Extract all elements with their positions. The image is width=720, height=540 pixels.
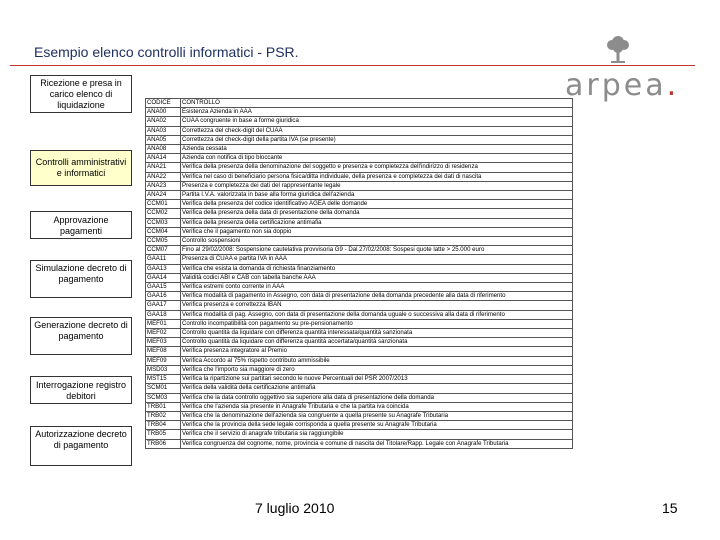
cell-controllo: Verifica della presenza della certificazione antimafia bbox=[181, 218, 573, 227]
cell-controllo: Verifica che il servizio di anagrafe tributaria sia raggiungibile bbox=[181, 430, 573, 439]
table-row bbox=[146, 181, 573, 190]
controls-table bbox=[145, 98, 573, 449]
sidebar-item-ricezione[interactable]: Ricezione e presa in carico elenco di liquidazione bbox=[30, 75, 132, 113]
cell-controllo: Verifica nel caso di beneficiario persona fisica/ditta individuale, della presenza e completezza dei dati di nascita bbox=[181, 172, 573, 181]
cell-controllo: CUAA congruente in base a forme giuridica bbox=[181, 117, 573, 126]
cell-code: ANA05 bbox=[146, 135, 181, 144]
cell-controllo: Verifica della presenza della data di presentazione della domanda bbox=[181, 209, 573, 218]
sidebar-item-approvazione[interactable]: Approvazione pagamenti bbox=[30, 211, 132, 239]
table-row bbox=[146, 135, 573, 144]
cell-code: CCM05 bbox=[146, 237, 181, 246]
table-row bbox=[146, 108, 573, 117]
cell-code: ANA14 bbox=[146, 154, 181, 163]
cell-controllo: Fino al 29/02/2008: Sospensione cautelativa provvisoria G9 - Dal 27/02/2008: Sospesi quote latte > 25.000 euro bbox=[181, 246, 573, 255]
sidebar-item-generazione[interactable]: Generazione decreto di pagamento bbox=[30, 317, 132, 355]
table-row bbox=[146, 421, 573, 430]
table-row bbox=[146, 329, 573, 338]
cell-code: TRB05 bbox=[146, 430, 181, 439]
cell-code: GAA18 bbox=[146, 310, 181, 319]
cell-controllo: Verifica presenza e correttezza IBAN bbox=[181, 301, 573, 310]
table-row bbox=[146, 356, 573, 365]
cell-code: SCM03 bbox=[146, 393, 181, 402]
cell-code: GAA13 bbox=[146, 264, 181, 273]
cell-controllo: Verifica che la denominazione dell'azienda sia congruente a quella presente su Anagrafe Tributaria bbox=[181, 411, 573, 420]
cell-code: MST15 bbox=[146, 375, 181, 384]
table-row bbox=[146, 301, 573, 310]
table-row bbox=[146, 117, 573, 126]
sidebar-item-simulazione[interactable]: Simulazione decreto di pagamento bbox=[30, 260, 132, 298]
table-row bbox=[146, 411, 573, 420]
table-row bbox=[146, 218, 573, 227]
cell-controllo: Validità codici ABI e CAB con tabella banche AAA bbox=[181, 273, 573, 282]
sidebar-item-autorizzazione[interactable]: Autorizzazione decreto di pagamento bbox=[30, 426, 132, 466]
cell-code: ANA23 bbox=[146, 181, 181, 190]
cell-code: ANA24 bbox=[146, 191, 181, 200]
table-row bbox=[146, 310, 573, 319]
cell-code: GAA17 bbox=[146, 301, 181, 310]
table-row bbox=[146, 384, 573, 393]
cell-code: ANA08 bbox=[146, 145, 181, 154]
cell-controllo: Partita I.V.A. valorizzata in base alla forma giuridica dell'azienda bbox=[181, 191, 573, 200]
cell-controllo: Verifica che esista la domanda di richiesta finanziamento bbox=[181, 264, 573, 273]
table-row bbox=[146, 375, 573, 384]
cell-code: MEF09 bbox=[146, 356, 181, 365]
arpea-logo bbox=[565, 34, 680, 106]
cell-code: GAA14 bbox=[146, 273, 181, 282]
cell-code: ANA00 bbox=[146, 108, 181, 117]
table-row bbox=[146, 439, 573, 448]
cell-controllo: Controllo sospensioni bbox=[181, 237, 573, 246]
cell-code: TRB01 bbox=[146, 402, 181, 411]
table-row bbox=[146, 264, 573, 273]
table-row bbox=[146, 237, 573, 246]
table-row bbox=[146, 200, 573, 209]
cell-controllo: Controllo quantità da liquidare con differenza quantità accertata/quantità sanzionata bbox=[181, 338, 573, 347]
table-row bbox=[146, 430, 573, 439]
cell-controllo: Verifica che l'azienda sia presente in Anagrafe Tributaria e che la partita iva coincida bbox=[181, 402, 573, 411]
table-row bbox=[146, 273, 573, 282]
table-row bbox=[146, 402, 573, 411]
slide-title: Esempio elenco controlli informatici - PSR. bbox=[34, 44, 299, 60]
tree-icon bbox=[605, 34, 631, 64]
cell-code: CCM03 bbox=[146, 218, 181, 227]
cell-code: ANA21 bbox=[146, 163, 181, 172]
cell-controllo: Verifica che la data controllo oggettivo sia superiore alla data di presentazione della domanda bbox=[181, 393, 573, 402]
table-row bbox=[146, 172, 573, 181]
cell-controllo: Verifica presenza integratore al Premio bbox=[181, 347, 573, 356]
table-row bbox=[146, 393, 573, 402]
table-row bbox=[146, 255, 573, 264]
cell-controllo: Verifica che il pagamento non sia doppio bbox=[181, 227, 573, 236]
cell-controllo: Verifica che la provincia della sede legale corrisponda a quella presente su Anagrafe Tributaria bbox=[181, 421, 573, 430]
header-controllo: CONTROLLO bbox=[181, 99, 573, 108]
cell-controllo: Azienda con notifica di tipo bloccante bbox=[181, 154, 573, 163]
cell-code: MEF02 bbox=[146, 329, 181, 338]
cell-code: MEF03 bbox=[146, 338, 181, 347]
cell-code: ANA22 bbox=[146, 172, 181, 181]
table-row bbox=[146, 338, 573, 347]
cell-controllo: Verifica la ripartizione sui partitari secondo le nuove Percentuali del PSR 2007/2013 bbox=[181, 375, 573, 384]
cell-controllo: Verifica Accordo al 75% rispetto contributo ammissibile bbox=[181, 356, 573, 365]
cell-controllo: Verifica congruenza del cognome, nome, provincia e comune di nascita del Titolare/Rapp. Legale con Anagrafe Tributaria bbox=[181, 439, 573, 448]
cell-controllo: Verifica della validità della certificazione antimafia bbox=[181, 384, 573, 393]
table-row bbox=[146, 145, 573, 154]
cell-code: TRB06 bbox=[146, 439, 181, 448]
cell-controllo: Controllo incompatibilità con pagamento su pre-pensionamento bbox=[181, 319, 573, 328]
table-row bbox=[146, 246, 573, 255]
header-code: CODICE bbox=[146, 99, 181, 108]
cell-code: TRB04 bbox=[146, 421, 181, 430]
table-row bbox=[146, 163, 573, 172]
cell-code: SCM01 bbox=[146, 384, 181, 393]
sidebar-item-controlli[interactable]: Controlli amministrativi e informatici bbox=[30, 150, 132, 186]
cell-code: CCM07 bbox=[146, 246, 181, 255]
table-row bbox=[146, 227, 573, 236]
cell-controllo: Verifica estremi conto corrente in AAA bbox=[181, 283, 573, 292]
cell-controllo: Verifica della presenza della denominazione del soggetto e presenza e completezza dell'indirizzo di residenza bbox=[181, 163, 573, 172]
cell-controllo: Verifica della presenza del codice identificativo AGEA delle domande bbox=[181, 200, 573, 209]
table-row bbox=[146, 283, 573, 292]
cell-controllo: Presenza e completezza dei dati del rappresentante legale bbox=[181, 181, 573, 190]
cell-controllo: Correttezza del check-digit del CUAA bbox=[181, 126, 573, 135]
cell-controllo: Azienda cessata bbox=[181, 145, 573, 154]
table-row bbox=[146, 191, 573, 200]
table-row bbox=[146, 126, 573, 135]
table-row bbox=[146, 154, 573, 163]
cell-code: GAA11 bbox=[146, 255, 181, 264]
cell-code: GAA15 bbox=[146, 283, 181, 292]
table-row bbox=[146, 292, 573, 301]
page-number: 15 bbox=[662, 500, 678, 516]
footer-date: 7 luglio 2010 bbox=[255, 500, 335, 516]
cell-code: MSD03 bbox=[146, 365, 181, 374]
table-row bbox=[146, 209, 573, 218]
cell-code: ANA03 bbox=[146, 126, 181, 135]
cell-controllo: Presenza di CUAA e partita IVA in AAA bbox=[181, 255, 573, 264]
cell-controllo: Correttezza del check-digit della partita IVA (se presente) bbox=[181, 135, 573, 144]
cell-controllo: Verifica modalità di pag. Assegno, con data di presentazione della domanda uguale o successiva alla data di riferimento bbox=[181, 310, 573, 319]
cell-code: GAA16 bbox=[146, 292, 181, 301]
cell-code: MEF08 bbox=[146, 347, 181, 356]
cell-code: CCM01 bbox=[146, 200, 181, 209]
logo-dot: . bbox=[666, 68, 680, 103]
logo-wordmark bbox=[565, 68, 679, 103]
cell-controllo: Esistenza Azienda in AAA bbox=[181, 108, 573, 117]
cell-code: TRB02 bbox=[146, 411, 181, 420]
cell-code: ANA02 bbox=[146, 117, 181, 126]
table-row bbox=[146, 365, 573, 374]
cell-controllo: Controllo quantità da liquidare con differenza quantità interessata/quantità sanzionata bbox=[181, 329, 573, 338]
cell-controllo: Verifica modalità di pagamento in Assegno, con data di presentazione della domanda precedente alla data di riferimento bbox=[181, 292, 573, 301]
table-row bbox=[146, 347, 573, 356]
cell-code: MEF01 bbox=[146, 319, 181, 328]
logo-text: arpea bbox=[565, 68, 667, 103]
cell-code: CCM02 bbox=[146, 209, 181, 218]
cell-code: CCM04 bbox=[146, 227, 181, 236]
sidebar-item-interrogazione[interactable]: Interrogazione registro debitori bbox=[30, 376, 132, 404]
table-row bbox=[146, 319, 573, 328]
cell-controllo: Verifica che l'importo sia maggiore di zero bbox=[181, 365, 573, 374]
table-header-row bbox=[146, 99, 573, 108]
